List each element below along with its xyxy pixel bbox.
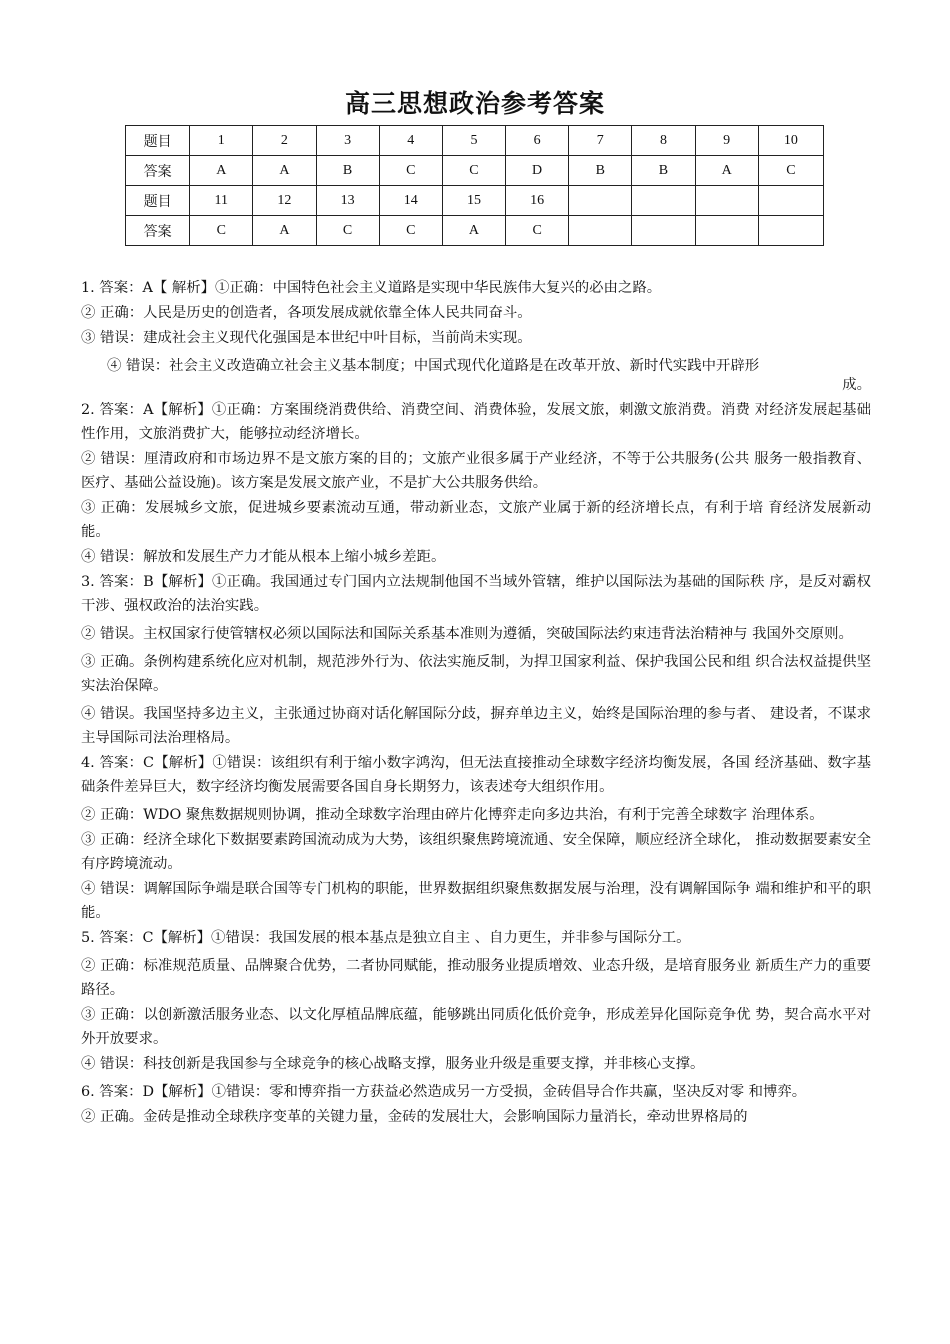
answer-cell: A (190, 156, 253, 186)
row-header-cell: 答案 (126, 156, 190, 186)
answer-cell (758, 216, 823, 246)
answer-cell: A (442, 216, 505, 246)
answer-table (125, 125, 824, 246)
question-number-cell: 9 (695, 126, 758, 156)
answer-cell: A (695, 156, 758, 186)
answer-cell: C (506, 216, 569, 246)
answer-explanations (81, 276, 871, 1130)
explanation-paragraph: ④ 错误：解放和发展生产力才能从根本上缩小城乡差距。 (81, 549, 446, 565)
explanation-paragraph: ④ 错误：社会主义改造确立社会主义基本制度；中国式现代化道路是在改革开放、新时代实践中开辟形 (107, 358, 760, 374)
answer-table-row (126, 216, 824, 246)
explanation-paragraph: ④ 错误。我国坚持多边主义，主张通过协商对话化解国际分歧，摒弃单边主义，始终是国际治理的参与者、 建设者，不谋求主导国际司法治理格局。 (81, 706, 871, 746)
explanation-paragraph: ③ 错误：建成社会主义现代化强国是本世纪中叶目标，当前尚未实现。 (81, 330, 532, 346)
explanation-paragraph: ③ 正确：发展城乡文旅，促进城乡要素流动互通，带动新业态，文旅产业属于新的经济增长点，有利于培 育经济发展新动能。 (81, 500, 871, 540)
explanation-paragraph: 4. 答案：C【解析】①错误：该组织有利于缩小数字鸿沟，但无法直接推动全球数字经济均衡发展，各国 经济基础、数字基础条件差异巨大，数字经济均衡发展需要各国自身长期努力，该表述夸大组织作用。 (81, 755, 871, 795)
answer-cell: C (442, 156, 505, 186)
page-title: 高三思想政治参考答案 (344, 89, 605, 118)
question-number-cell (632, 186, 695, 216)
answer-cell (569, 216, 632, 246)
answer-table-row (126, 186, 824, 216)
answer-cell (695, 216, 758, 246)
explanation-paragraph: ③ 正确：经济全球化下数据要素跨国流动成为大势，该组织聚焦跨境流通、安全保障，顺应经济全球化， 推动数据要素安全有序跨境流动。 (81, 832, 871, 872)
question-number-cell: 10 (758, 126, 823, 156)
question-number-cell: 11 (190, 186, 253, 216)
answer-table-row (126, 156, 824, 186)
explanation-paragraph: 成。 (842, 377, 871, 393)
explanation-paragraph: 3. 答案：B【解析】①正确。我国通过专门国内立法规制他国不当域外管辖，维护以国际法为基础的国际秩 序，是反对霸权干涉、强权政治的法治实践。 (81, 574, 871, 614)
explanation-paragraph: 5. 答案：C【解析】①错误：我国发展的根本基点是独立自主 、自力更生，并非参与国际分工。 (81, 930, 691, 946)
answer-cell: C (379, 156, 442, 186)
explanation-paragraph: ② 错误。主权国家行使管辖权必须以国际法和国际关系基本准则为遵循，突破国际法约束违背法治精神与 我国外交原则。 (81, 626, 853, 642)
question-number-cell: 6 (506, 126, 569, 156)
explanation-paragraph: 2. 答案：A【解析】①正确：方案围绕消费供给、消费空间、消费体验，发展文旅，刺激文旅消费。消费 对经济发展起基础性作用，文旅消费扩大，能够拉动经济增长。 (81, 402, 871, 442)
row-header-cell: 题目 (126, 186, 190, 216)
question-number-cell: 5 (442, 126, 505, 156)
answer-cell: B (632, 156, 695, 186)
explanation-paragraph: ③ 正确。条例构建系统化应对机制，规范涉外行为、依法实施反制，为捍卫国家利益、保护我国公民和组 织合法权益提供坚实法治保障。 (81, 654, 871, 694)
explanation-paragraph: ② 正确：WDO 聚焦数据规则协调，推动全球数字治理由碎片化博弈走向多边共治，有利于完善全球数字 治理体系。 (81, 807, 824, 823)
explanation-paragraph: ④ 错误：科技创新是我国参与全球竞争的核心战略支撑，服务业升级是重要支撑，并非核心支撑。 (81, 1056, 705, 1072)
question-number-cell (569, 186, 632, 216)
question-number-cell: 15 (442, 186, 505, 216)
answer-cell: A (253, 156, 316, 186)
explanation-paragraph: ④ 错误：调解国际争端是联合国等专门机构的职能，世界数据组织聚焦数据发展与治理，没有调解国际争 端和维护和平的职能。 (81, 881, 871, 921)
question-number-cell: 12 (253, 186, 316, 216)
question-number-cell (758, 186, 823, 216)
explanation-paragraph: 6. 答案：D【解析】①错误：零和博弈指一方获益必然造成另一方受损，金砖倡导合作共赢，坚决反对零 和博弈。 (81, 1084, 807, 1100)
answer-cell: C (379, 216, 442, 246)
answer-cell: C (190, 216, 253, 246)
explanation-paragraph: ② 正确：标准规范质量、品牌聚合优势，二者协同赋能，推动服务业提质增效、业态升级，是培育服务业 新质生产力的重要路径。 (81, 958, 871, 998)
answer-cell: B (316, 156, 379, 186)
answer-cell: D (506, 156, 569, 186)
answer-cell (632, 216, 695, 246)
question-number-cell: 4 (379, 126, 442, 156)
answer-table-row (126, 126, 824, 156)
answer-cell: B (569, 156, 632, 186)
answer-cell: C (758, 156, 823, 186)
question-number-cell: 7 (569, 126, 632, 156)
explanation-paragraph: ③ 正确：以创新激活服务业态、以文化厚植品牌底蕴，能够跳出同质化低价竞争，形成差异化国际竞争优 势，契合高水平对外开放要求。 (81, 1007, 871, 1047)
explanation-paragraph: ② 错误：厘清政府和市场边界不是文旅方案的目的；文旅产业很多属于产业经济，不等于公共服务(公共 服务一般指教育、医疗、基础公益设施)。该方案是发展文旅产业，不是扩大公共服务供给。 (81, 451, 871, 491)
question-number-cell: 13 (316, 186, 379, 216)
question-number-cell: 16 (506, 186, 569, 216)
question-number-cell: 14 (379, 186, 442, 216)
answer-cell: C (316, 216, 379, 246)
row-header-cell: 答案 (126, 216, 190, 246)
question-number-cell: 1 (190, 126, 253, 156)
question-number-cell: 3 (316, 126, 379, 156)
question-number-cell: 8 (632, 126, 695, 156)
question-number-cell (695, 186, 758, 216)
answer-cell: A (253, 216, 316, 246)
explanation-paragraph: 1. 答案：A【 解析】①正确：中国特色社会主义道路是实现中华民族伟大复兴的必由之路。 (81, 280, 662, 296)
explanation-paragraph: ② 正确。金砖是推动全球秩序变革的关键力量，金砖的发展壮大，会影响国际力量消长，牵动世界格局的 (81, 1109, 748, 1125)
explanation-paragraph: ② 正确：人民是历史的创造者，各项发展成就依靠全体人民共同奋斗。 (81, 305, 532, 321)
row-header-cell: 题目 (126, 126, 190, 156)
question-number-cell: 2 (253, 126, 316, 156)
